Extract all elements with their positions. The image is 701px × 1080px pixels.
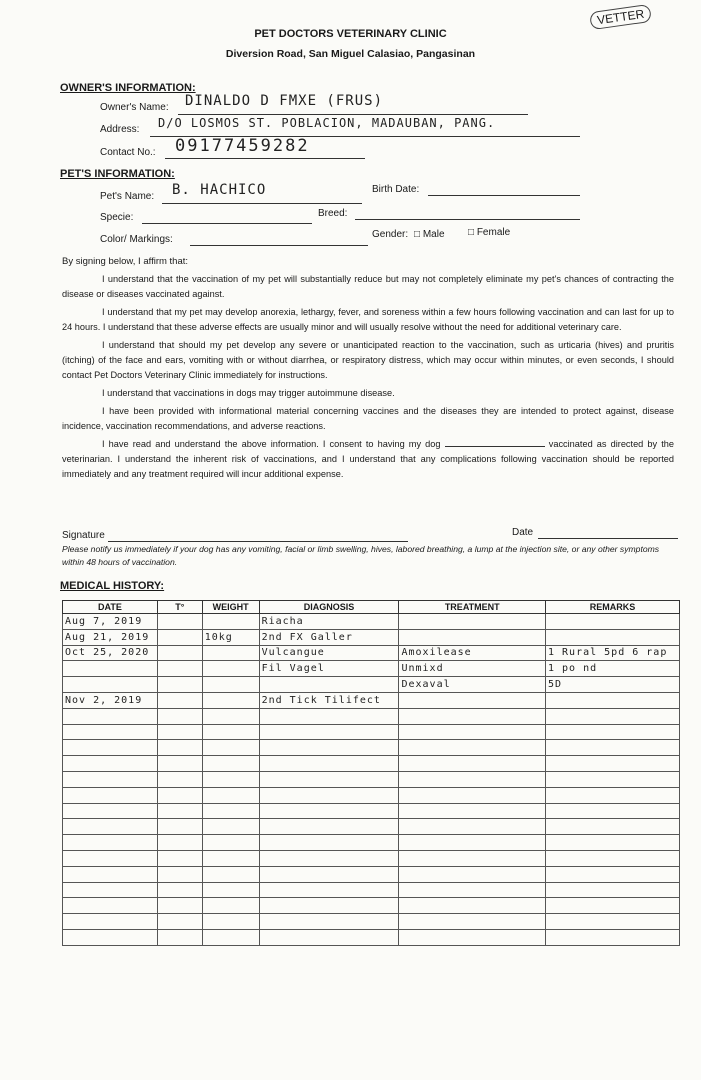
- table-row: [63, 819, 680, 835]
- medical-history-title: MEDICAL HISTORY:: [60, 580, 165, 592]
- checkbox-icon: □: [414, 229, 421, 240]
- gender-label: Gender:: [372, 229, 409, 240]
- corner-handwritten-note: VETTER: [589, 4, 652, 30]
- weight-cell: [202, 708, 259, 724]
- table-row: [63, 803, 680, 819]
- consent-p3: I understand that should my pet develop any severe or unanticipated reaction to the vaccination, such as urticaria (hives) and pruritis (itching) of the face and ears, vomiting with or without diarrhea, or respiratory distress, which may occur within minutes, or even seconds, I should contact Pet Doctors Veterinary Clinic immediately for instructions.: [62, 340, 674, 380]
- temp-cell: [157, 629, 202, 645]
- weight-cell: [202, 771, 259, 787]
- table-row: [63, 929, 680, 945]
- weight-cell: [202, 835, 259, 851]
- diagnosis-cell: [259, 819, 399, 835]
- temp-cell: [157, 929, 202, 945]
- treatment-cell: [399, 850, 546, 866]
- table-row: [63, 850, 680, 866]
- date-cell: Oct 25, 2020: [63, 645, 158, 661]
- consent-p1: I understand that the vaccination of my pet will substantially reduce but may not completely eliminate my pet's chances of contracting the disease or diseases vaccinated against.: [62, 274, 674, 299]
- consent-p6-start: I have read and understand the above information. I consent to having my dog: [102, 439, 441, 449]
- remarks-cell: [546, 614, 680, 630]
- remarks-cell: [546, 914, 680, 930]
- weight-cell: [202, 866, 259, 882]
- remarks-cell: [546, 771, 680, 787]
- table-row: [63, 724, 680, 740]
- treatment-cell: [399, 614, 546, 630]
- column-header-treatment: TREATMENT: [399, 601, 546, 614]
- treatment-cell: [399, 740, 546, 756]
- gender-female-option[interactable]: [468, 227, 510, 238]
- diagnosis-cell: 2nd FX Galler: [259, 629, 399, 645]
- temp-cell: [157, 708, 202, 724]
- breed-label: Breed:: [318, 208, 348, 219]
- pet-name-value: B. HACHICO: [172, 182, 267, 198]
- table-row: [63, 771, 680, 787]
- table-row: [63, 882, 680, 898]
- treatment-cell: [399, 866, 546, 882]
- remarks-cell: 5D: [546, 677, 680, 693]
- remarks-cell: [546, 756, 680, 772]
- treatment-cell: [399, 756, 546, 772]
- weight-cell: [202, 898, 259, 914]
- diagnosis-cell: Fil Vagel: [259, 661, 399, 677]
- clinic-address: Diversion Road, San Miguel Calasiao, Pangasinan: [225, 48, 476, 60]
- remarks-cell: [546, 740, 680, 756]
- pet-name-line: [162, 203, 362, 204]
- date-cell: [63, 898, 158, 914]
- date-cell: [63, 882, 158, 898]
- remarks-cell: [546, 850, 680, 866]
- date-cell: [63, 756, 158, 772]
- diagnosis-cell: [259, 708, 399, 724]
- treatment-cell: [399, 929, 546, 945]
- date-cell: [63, 787, 158, 803]
- treatment-cell: [399, 629, 546, 645]
- temp-cell: [157, 645, 202, 661]
- specie-label: Specie:: [100, 212, 134, 223]
- gender-male-option[interactable]: [414, 229, 445, 240]
- treatment-cell: Dexaval: [399, 677, 546, 693]
- treatment-cell: [399, 819, 546, 835]
- temp-cell: [157, 677, 202, 693]
- treatment-cell: [399, 898, 546, 914]
- owner-section-title: OWNER'S INFORMATION:: [60, 82, 196, 94]
- date-cell: [63, 724, 158, 740]
- pet-section-title: PET'S INFORMATION:: [60, 168, 175, 180]
- weight-cell: [202, 724, 259, 740]
- date-cell: Nov 2, 2019: [63, 692, 158, 708]
- weight-cell: 10kg: [202, 629, 259, 645]
- breed-line: [355, 219, 580, 220]
- diagnosis-cell: [259, 914, 399, 930]
- owner-address-label: Address:: [100, 124, 140, 135]
- remarks-cell: [546, 708, 680, 724]
- remarks-cell: [546, 929, 680, 945]
- table-row: [63, 645, 680, 661]
- owner-name-label: Owner's Name:: [100, 102, 169, 113]
- temp-cell: [157, 724, 202, 740]
- weight-cell: [202, 661, 259, 677]
- treatment-cell: [399, 787, 546, 803]
- table-row: [63, 708, 680, 724]
- temp-cell: [157, 850, 202, 866]
- color-markings-line: [190, 245, 368, 246]
- treatment-cell: [399, 771, 546, 787]
- table-header-row: [63, 601, 680, 614]
- column-header-date: DATE: [63, 601, 158, 614]
- remarks-cell: [546, 787, 680, 803]
- weight-cell: [202, 677, 259, 693]
- table-row: [63, 677, 680, 693]
- date-cell: [63, 819, 158, 835]
- remarks-cell: [546, 898, 680, 914]
- specie-line: [142, 223, 312, 224]
- diagnosis-cell: Vulcangue: [259, 645, 399, 661]
- date-cell: [63, 771, 158, 787]
- date-cell: [63, 835, 158, 851]
- table-row: [63, 898, 680, 914]
- remarks-cell: [546, 835, 680, 851]
- owner-name-line: [178, 114, 528, 115]
- remarks-cell: [546, 724, 680, 740]
- diagnosis-cell: [259, 850, 399, 866]
- table-row: [63, 914, 680, 930]
- table-row: [63, 756, 680, 772]
- signature-label: Signature: [62, 530, 105, 541]
- weight-cell: [202, 614, 259, 630]
- remarks-cell: 1 Rural 5pd 6 rap: [546, 645, 680, 661]
- temp-cell: [157, 614, 202, 630]
- temp-cell: [157, 882, 202, 898]
- consent-p6-end: vaccinated as directed by the veterinarian. I understand the inherent risk of vaccinations, and I understand that any complications following vaccination should be reported immediately and any treatment required will incur additional expense.: [62, 439, 674, 479]
- date-line: [538, 538, 678, 539]
- owner-contact-line: [165, 158, 365, 159]
- diagnosis-cell: [259, 898, 399, 914]
- date-cell: [63, 929, 158, 945]
- owner-contact-label: Contact No.:: [100, 147, 156, 158]
- treatment-cell: [399, 914, 546, 930]
- treatment-cell: Amoxilease: [399, 645, 546, 661]
- column-header-diagnosis: DIAGNOSIS: [259, 601, 399, 614]
- weight-cell: [202, 645, 259, 661]
- diagnosis-cell: [259, 803, 399, 819]
- treatment-cell: [399, 803, 546, 819]
- table-row: [63, 661, 680, 677]
- weight-cell: [202, 914, 259, 930]
- consent-intro: By signing below, I affirm that:: [62, 256, 189, 267]
- diagnosis-cell: [259, 677, 399, 693]
- diagnosis-cell: [259, 740, 399, 756]
- date-cell: Aug 21, 2019: [63, 629, 158, 645]
- diagnosis-cell: [259, 771, 399, 787]
- table-row: [63, 787, 680, 803]
- temp-cell: [157, 803, 202, 819]
- treatment-cell: [399, 724, 546, 740]
- date-cell: [63, 866, 158, 882]
- birth-date-label: Birth Date:: [372, 184, 420, 195]
- date-cell: Aug 7, 2019: [63, 614, 158, 630]
- temp-cell: [157, 740, 202, 756]
- temp-cell: [157, 835, 202, 851]
- consent-p2: I understand that my pet may develop anorexia, lethargy, fever, and soreness within a few hours following vaccination and can last for up to 24 hours. I understand that these adverse effects are usually minor and will usually resolve without the need for additional veterinary care.: [62, 307, 674, 332]
- weight-cell: [202, 756, 259, 772]
- treatment-cell: Unmixd: [399, 661, 546, 677]
- consent-p4: I understand that vaccinations in dogs may trigger autoimmune disease.: [102, 388, 395, 398]
- gender-female-label: Female: [476, 227, 511, 238]
- diagnosis-cell: [259, 835, 399, 851]
- weight-cell: [202, 803, 259, 819]
- temp-cell: [157, 819, 202, 835]
- date-cell: [63, 708, 158, 724]
- consent-p6: [62, 437, 674, 482]
- temp-cell: [157, 692, 202, 708]
- gender-male-label: Male: [422, 229, 445, 240]
- table-row: [63, 629, 680, 645]
- owner-name-value: DINALDO D FMXE (FRUS): [185, 93, 384, 109]
- clinic-name: PET DOCTORS VETERINARY CLINIC: [254, 28, 447, 40]
- remarks-cell: [546, 629, 680, 645]
- treatment-cell: [399, 835, 546, 851]
- birth-date-line: [428, 195, 580, 196]
- diagnosis-cell: 2nd Tick Tilifect: [259, 692, 399, 708]
- notification-note: Please notify us immediately if your dog has any vomiting, facial or limb swelling, hives, labored breathing, a lump at the injection site, or any other symptoms within 48 hours of vaccination.: [62, 544, 660, 567]
- pet-name-label: Pet's Name:: [100, 191, 155, 202]
- consent-p5: I have been provided with informational material concerning vaccines and the diseases they are intended to protect against, disease incidence, vaccination recommendations, and adverse reactions.: [62, 406, 674, 431]
- diagnosis-cell: [259, 866, 399, 882]
- weight-cell: [202, 882, 259, 898]
- treatment-cell: [399, 882, 546, 898]
- weight-cell: [202, 787, 259, 803]
- remarks-cell: [546, 692, 680, 708]
- weight-cell: [202, 819, 259, 835]
- diagnosis-cell: [259, 929, 399, 945]
- dog-name-blank: [445, 446, 545, 447]
- remarks-cell: [546, 866, 680, 882]
- treatment-cell: [399, 708, 546, 724]
- column-header-temp: T°: [157, 601, 202, 614]
- weight-cell: [202, 929, 259, 945]
- temp-cell: [157, 866, 202, 882]
- diagnosis-cell: [259, 724, 399, 740]
- temp-cell: [157, 914, 202, 930]
- weight-cell: [202, 692, 259, 708]
- date-cell: [63, 850, 158, 866]
- remarks-cell: [546, 882, 680, 898]
- table-row: [63, 614, 680, 630]
- medical-history-table: [62, 600, 680, 946]
- temp-cell: [157, 898, 202, 914]
- temp-cell: [157, 661, 202, 677]
- owner-contact-value: 09177459282: [175, 136, 310, 156]
- checkbox-icon: □: [468, 227, 475, 238]
- signature-line: [108, 541, 408, 542]
- date-cell: [63, 740, 158, 756]
- temp-cell: [157, 787, 202, 803]
- treatment-cell: [399, 692, 546, 708]
- color-markings-label: Color/ Markings:: [100, 234, 173, 245]
- owner-address-value: D/O LOSMOS ST. POBLACION, MADAUBAN, PANG.: [158, 116, 496, 130]
- temp-cell: [157, 771, 202, 787]
- date-cell: [63, 803, 158, 819]
- remarks-cell: [546, 803, 680, 819]
- temp-cell: [157, 756, 202, 772]
- table-row: [63, 740, 680, 756]
- remarks-cell: [546, 819, 680, 835]
- diagnosis-cell: [259, 787, 399, 803]
- table-row: [63, 692, 680, 708]
- table-row: [63, 866, 680, 882]
- diagnosis-cell: [259, 882, 399, 898]
- date-label: Date: [512, 527, 534, 538]
- table-row: [63, 835, 680, 851]
- consent-paragraphs: [62, 272, 674, 485]
- diagnosis-cell: [259, 756, 399, 772]
- date-cell: [63, 677, 158, 693]
- date-cell: [63, 914, 158, 930]
- medical-history-body: [63, 614, 680, 946]
- weight-cell: [202, 850, 259, 866]
- date-cell: [63, 661, 158, 677]
- diagnosis-cell: Riacha: [259, 614, 399, 630]
- remarks-cell: 1 po nd: [546, 661, 680, 677]
- column-header-weight: WEIGHT: [202, 601, 259, 614]
- weight-cell: [202, 740, 259, 756]
- column-header-remarks: REMARKS: [546, 601, 680, 614]
